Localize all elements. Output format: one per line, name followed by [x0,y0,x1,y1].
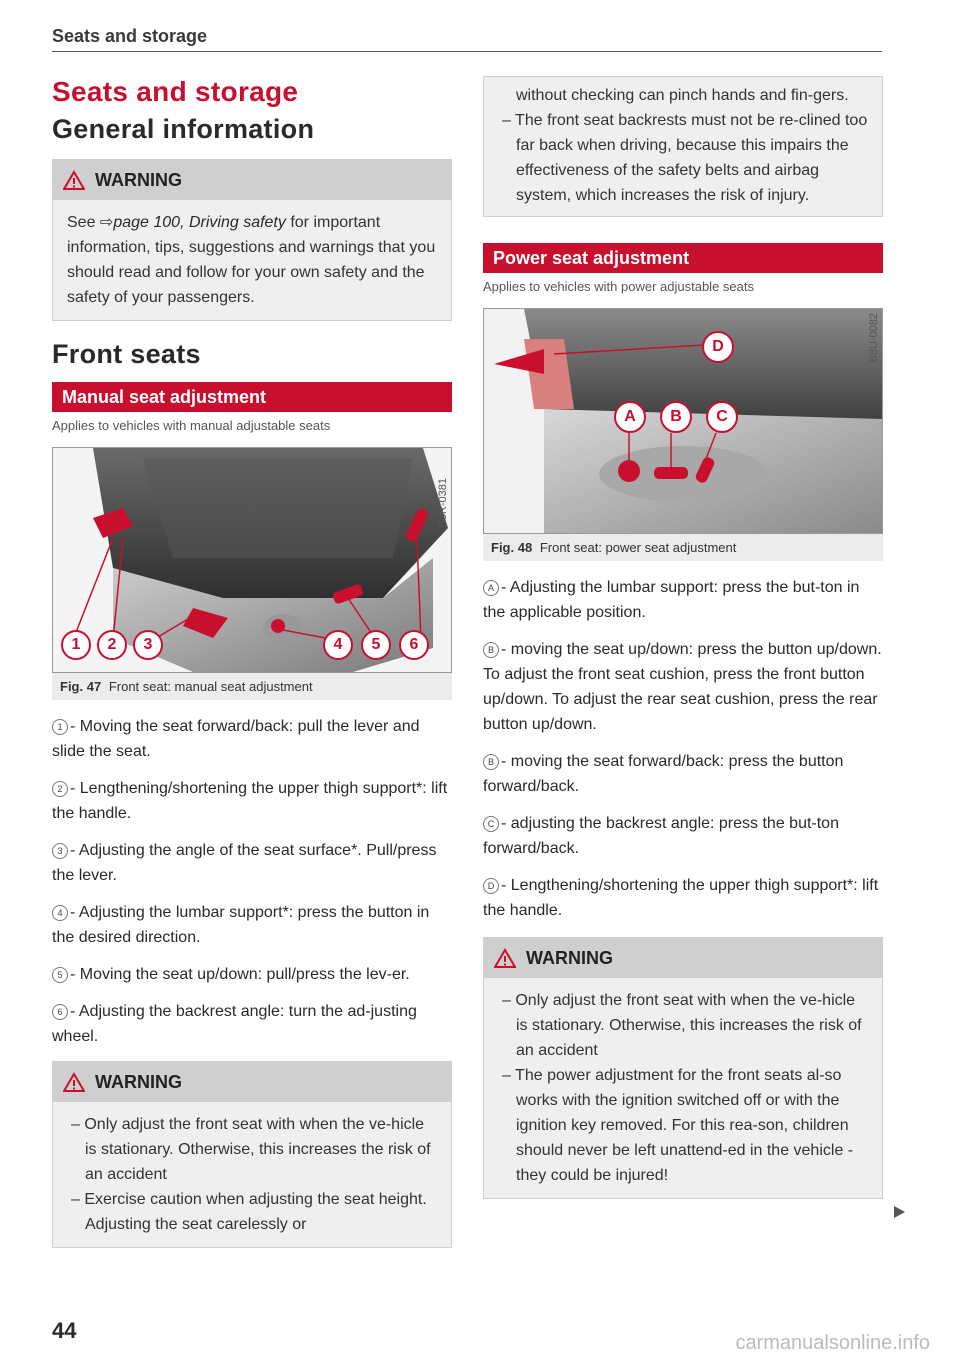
callout-6: 6 [399,630,429,660]
item-marker: 4 [52,905,68,921]
warning-box-manual [52,1061,452,1248]
figure-48 [483,308,883,561]
callout-a: A [614,401,646,433]
cross-reference-arrow-icon: ⇨ [99,214,114,231]
warning-bullet: without checking can pinch hands and fin-gers. [516,87,849,104]
watermark: carmanualsonline.info [735,1332,930,1354]
manual-items [52,714,452,1049]
list-item: C - adjusting the backrest angle: press the but-ton forward/back. [483,815,839,857]
item-marker: D [483,878,499,894]
callout-b: B [660,401,692,433]
warning-box-continued [483,76,883,217]
list-item: B - moving the seat up/down: press the button up/down. To adjust the front seat cushion, press the front button up/down. To adjust the rear seat cushion, press the rear button up/down. [483,641,882,733]
warning-heading: WARNING [95,169,182,190]
callout-1: 1 [61,630,91,660]
warning-triangle-icon [63,1072,85,1092]
warning-bullet: – The front seat backrests must not be re-clined too far back when driving, because this impairs the effectiveness of the safety belts and airbag system, which increases the risk of injury. [502,112,868,204]
list-item: A - Adjusting the lumbar support: press the but-ton in the applicable position. [483,579,860,621]
figure-label: Fig. 47 [60,679,102,694]
figure-caption [52,673,452,700]
running-head: Seats and storage [52,26,208,46]
figure-caption [483,534,883,561]
callouts-abc [614,401,738,433]
front-seats-heading: Front seats [52,339,201,369]
list-item: 6 - Adjusting the backrest angle: turn the ad-justing wheel. [52,1003,417,1045]
list-item: 4 - Adjusting the lumbar support*: press the button in the desired direction. [52,904,430,946]
warning-bullet: – Only adjust the front seat with when the ve-hicle is stationary. Otherwise, this increases the risk of an accident [71,1116,431,1183]
warning-triangle-icon [494,948,516,968]
callout-2: 2 [97,630,127,660]
figure-47 [52,447,452,700]
callouts-right [323,630,429,660]
header-rule [52,51,882,52]
warning-triangle-icon [63,170,85,190]
left-column [52,72,452,1248]
callouts-left [61,630,163,660]
warning-text: for important information, tips, suggestions and warnings that you should read and follow for your own safety and the safety of your passengers. [67,214,436,306]
warning-body [484,978,882,1198]
list-item: 2 - Lengthening/shortening the upper thigh support*: lift the handle. [52,780,448,822]
section-title: Seats and storage [52,76,299,107]
callout-5: 5 [361,630,391,660]
page-number: 44 [52,1318,77,1343]
item-marker: 6 [52,1004,68,1020]
item-marker: 3 [52,843,68,859]
list-item: B - moving the seat forward/back: press the button forward/back. [483,753,844,795]
figure-label: Fig. 48 [491,540,533,555]
callout-3: 3 [133,630,163,660]
figure-caption-text: Front seat: manual seat adjustment [108,679,313,694]
section-subtitle: General information [52,114,315,144]
item-marker: A [483,580,499,596]
item-marker: B [483,754,499,770]
power-items [483,575,883,923]
warning-bullet: – Exercise caution when adjusting the seat height. Adjusting the seat carelessly or [71,1191,427,1233]
callout-4: 4 [323,630,353,660]
manual-applies-note: Applies to vehicles with manual adjustable seats [52,418,331,433]
callout-d: D [702,331,734,363]
manual-seat-illustration [52,447,452,673]
power-applies-note: Applies to vehicles with power adjustable seats [483,279,754,294]
warning-box-general [52,159,452,321]
manual-seat-heading: Manual seat adjustment [52,382,452,412]
warning-heading: WARNING [95,1071,182,1092]
item-marker: 1 [52,719,68,735]
warning-see: See [67,214,96,231]
list-item: 3 - Adjusting the angle of the seat surface*. Pull/press the lever. [52,842,437,884]
warning-header [53,1062,451,1102]
power-seat-illustration [483,308,883,534]
list-item: 5 - Moving the seat up/down: pull/press the lev-er. [52,962,452,987]
figure-caption-text: Front seat: power seat adjustment [539,540,737,555]
list-item: D - Lengthening/shortening the upper thigh support*: lift the handle. [483,877,879,919]
driving-safety-link[interactable]: page 100, Driving safety [113,214,286,231]
power-seat-heading: Power seat adjustment [483,243,883,273]
warning-heading: WARNING [526,947,613,968]
figure-code: B8R-0381 [437,478,449,528]
warning-header [53,160,451,200]
item-marker: 5 [52,967,68,983]
item-marker: 2 [52,781,68,797]
figure-code: B8U-0082 [868,313,880,363]
warning-box-power [483,937,883,1199]
warning-header [484,938,882,978]
warning-body [53,1102,451,1247]
item-marker: C [483,816,499,832]
right-column [483,76,883,1199]
warning-bullet: – Only adjust the front seat with when the ve-hicle is stationary. Otherwise, this increases the risk of an accident [502,992,862,1059]
list-item: 1 - Moving the seat forward/back: pull the lever and slide the seat. [52,718,420,760]
warning-body [484,77,882,216]
item-marker: B [483,642,499,658]
callout-c: C [706,401,738,433]
continue-arrow-icon [892,1205,906,1219]
warning-body [53,200,451,320]
warning-bullet: – The power adjustment for the front seats al-so works with the ignition switched off or with the ignition key removed. For this rea-son, children should never be left unattend-ed in the vehicle - they could be injured! [502,1067,854,1184]
